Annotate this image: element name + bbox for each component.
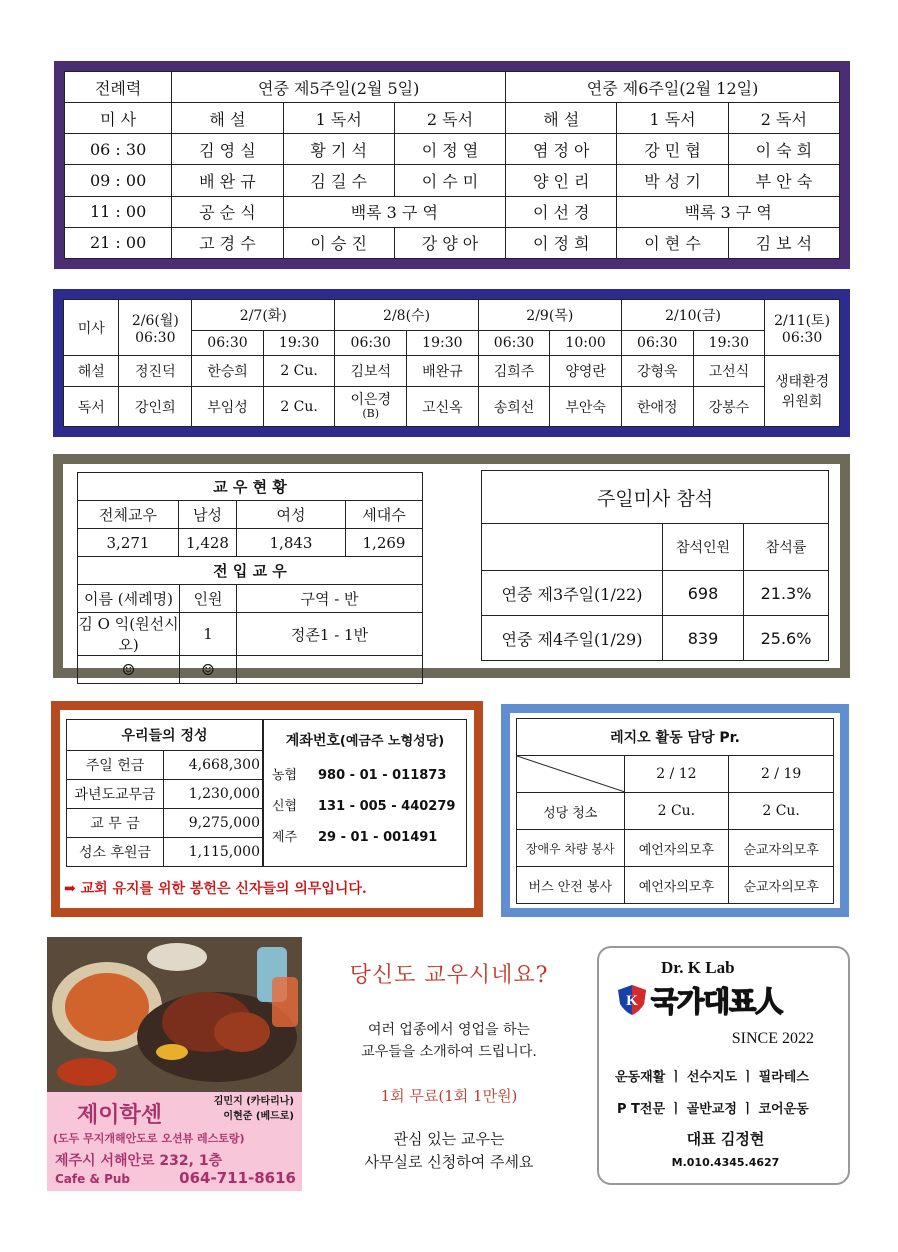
table-row — [65, 196, 840, 227]
logo-letter: K — [626, 993, 638, 1009]
account-number: 980 - 01 - 011873 — [318, 768, 447, 783]
account-number: 29 - 01 - 001491 — [318, 830, 438, 845]
cell: 이 승 진 — [283, 227, 394, 258]
day-time: 06:30 — [335, 331, 407, 356]
members-panel — [53, 454, 850, 678]
cell: 이 숙 희 — [728, 134, 839, 165]
diagonal-line — [517, 756, 625, 792]
sat-group-line1: 생태환경 — [775, 374, 830, 391]
cell: 예언자의모후 — [624, 830, 729, 867]
legio-label: 성당 청소 — [517, 793, 625, 830]
cell: 1 — [180, 613, 237, 656]
food-photo — [47, 937, 302, 1092]
members-table — [77, 472, 423, 684]
cell: 2 Cu. — [263, 387, 335, 427]
legio-panel — [501, 704, 849, 917]
cell — [237, 656, 423, 684]
attendance-label: 연중 제4주일(1/29) — [482, 616, 663, 661]
account-row — [272, 764, 466, 783]
cell: 고 경 수 — [172, 227, 283, 258]
shield-logo-icon — [617, 984, 647, 1016]
cell: 강 민 협 — [617, 134, 728, 165]
members-value: 1,843 — [237, 529, 346, 557]
day-time: 06:30 — [621, 331, 693, 356]
table-row — [65, 165, 840, 196]
account-row — [272, 826, 466, 845]
cell: 강인희 — [119, 387, 192, 427]
accounts-title — [264, 730, 466, 750]
owners — [214, 1092, 294, 1122]
reader-name: 이은경 — [350, 391, 392, 408]
sat-time: 06:30 — [781, 329, 823, 346]
row-label-commentary: 해설 — [64, 356, 119, 387]
table-row — [482, 616, 829, 661]
members-value: 1,428 — [179, 529, 237, 557]
cell: 김 영 실 — [172, 134, 283, 165]
attendance-header: 참석률 — [744, 524, 829, 571]
weekday-mass-table — [63, 299, 840, 427]
sat-group — [765, 356, 840, 427]
row-label-reading: 독서 — [64, 387, 119, 427]
offering-amount: 1,230,000 — [164, 780, 263, 809]
cell: 백록 3 구 역 — [617, 196, 840, 227]
cell: 부안숙 — [550, 387, 622, 427]
notice-line1: 여러 업종에서 영업을 하는 — [367, 1022, 531, 1038]
offering-amount: 9,275,000 — [164, 809, 263, 838]
cell: ☺ — [180, 656, 237, 684]
members-header: 전체교우 — [78, 501, 179, 529]
attendance-header: 참석인원 — [663, 524, 744, 571]
cell: 황 기 석 — [283, 134, 394, 165]
offering-label: 교 무 금 — [67, 809, 164, 838]
cell: 이 선 경 — [506, 196, 617, 227]
day-date: 2/8(수) — [335, 300, 478, 331]
legio-date: 2 / 12 — [624, 756, 729, 793]
restaurant-info — [47, 1092, 302, 1191]
restaurant-ad — [47, 937, 302, 1191]
table-row — [64, 356, 840, 387]
owner-2: 이현준 (베드로) — [223, 1111, 294, 1122]
accounts-title-bold: 계좌번호 — [285, 733, 340, 749]
liturgy-header-week5: 연중 제5주일(2월 5일) — [172, 72, 506, 103]
cell: 부 안 숙 — [728, 165, 839, 196]
cell: 고선식 — [693, 356, 765, 387]
cell: 김 길 수 — [283, 165, 394, 196]
transfer-title: 전 입 교 우 — [78, 557, 423, 585]
offering-label: 과년도교무금 — [67, 780, 164, 809]
cell: 한승희 — [192, 356, 264, 387]
members-value: 3,271 — [78, 529, 179, 557]
liturgy-sub: 해 설 — [506, 103, 617, 134]
cell: 정진덕 — [119, 356, 192, 387]
legio-date: 2 / 19 — [729, 756, 834, 793]
members-header: 남성 — [179, 501, 237, 529]
table-row — [64, 387, 840, 427]
table-row — [517, 830, 834, 867]
cell: ☺ — [78, 656, 180, 684]
day-time: 10:00 — [550, 331, 622, 356]
bank-name: 제주 — [272, 830, 298, 845]
mon-time: 06:30 — [135, 329, 176, 346]
liturgy-sub: 1 독서 — [617, 103, 728, 134]
mon-date: 2/6(월) — [131, 312, 179, 329]
cell: 이 수 미 — [394, 165, 505, 196]
sat-date: 2/11(토) — [774, 312, 831, 329]
liturgy-header-week6: 연중 제6주일(2월 12일) — [506, 72, 840, 103]
cell: 2 Cu. — [729, 793, 834, 830]
cell: 정존1 - 1반 — [237, 613, 423, 656]
cell: 예언자의모후 — [624, 867, 729, 904]
offering-label: 주일 헌금 — [67, 751, 164, 780]
notice-line4: 사무실로 신청하여 주세요 — [364, 1153, 534, 1171]
reader-note: (B) — [362, 406, 380, 420]
bank-name: 농협 — [272, 768, 298, 783]
offering-panel — [51, 701, 483, 917]
lab-since: SINCE 2022 — [731, 1030, 814, 1047]
offering-title: 우리들의 정성 — [67, 720, 263, 751]
day-time: 19:30 — [263, 331, 335, 356]
liturgy-sub: 1 독서 — [283, 103, 394, 134]
attendance-label: 연중 제3주일(1/22) — [482, 571, 663, 616]
members-value: 1,269 — [346, 529, 423, 557]
day-time: 19:30 — [693, 331, 765, 356]
cell: 강봉수 — [693, 387, 765, 427]
account-row — [272, 795, 466, 814]
transfer-header: 구역 - 반 — [237, 585, 423, 613]
offering-note: ➡ 교회 유지를 위한 봉헌은 신자들의 의무입니다. — [64, 881, 367, 897]
transfer-header: 인원 — [180, 585, 237, 613]
cell: 공 순 식 — [172, 196, 283, 227]
transfer-header: 이름 (세례명) — [78, 585, 180, 613]
cell: 순교자의모후 — [729, 867, 834, 904]
attendance-table — [481, 470, 829, 661]
liturgy-sub: 2 독서 — [394, 103, 505, 134]
weekday-mass-panel — [53, 289, 850, 437]
cell: 백록 3 구 역 — [283, 196, 506, 227]
restaurant-name: 제이학센 — [77, 1103, 163, 1128]
day-date: 2/9(목) — [478, 300, 621, 331]
cell: 2 Cu. — [263, 356, 335, 387]
lab-top: Dr. K Lab — [661, 958, 735, 977]
cell: 양영란 — [550, 356, 622, 387]
mon-cell — [119, 300, 192, 356]
cell: 강형욱 — [621, 356, 693, 387]
day-date: 2/7(화) — [192, 300, 335, 331]
mass-time: 06 : 30 — [65, 134, 172, 165]
members-title: 교 우 현 황 — [78, 473, 423, 501]
members-header: 세대수 — [346, 501, 423, 529]
offering-amount: 1,115,000 — [164, 838, 263, 867]
row-label-mass: 미사 — [64, 300, 119, 356]
sat-cell — [765, 300, 840, 356]
cell: 김 보 석 — [728, 227, 839, 258]
lab-rep: 대표 김정현 — [686, 1130, 765, 1148]
accounts-title-rest: (예금주 노형성당) — [339, 734, 445, 749]
drklab-ad — [597, 946, 850, 1185]
restaurant-phone: 064-711-8616 — [179, 1169, 296, 1187]
offering-table — [66, 719, 263, 867]
lab-services-1: 운동재활 ㅣ 선수지도 ㅣ 필라테스 — [615, 1070, 809, 1085]
restaurant-address: 제주시 서해안로 232, 1층 — [55, 1153, 223, 1169]
mass-time: 09 : 00 — [65, 165, 172, 196]
attendance-count: 839 — [663, 616, 744, 661]
table-row — [78, 656, 423, 684]
table-row — [67, 780, 263, 809]
offering-amount: 4,668,300 — [164, 751, 263, 780]
table-row — [517, 867, 834, 904]
cell: 배완규 — [407, 356, 479, 387]
lab-phone: M.010.4345.4627 — [671, 1156, 780, 1169]
mass-time: 11 : 00 — [65, 196, 172, 227]
cell: 박 성 기 — [617, 165, 728, 196]
offering-label: 성소 후원금 — [67, 838, 164, 867]
bank-accounts — [263, 719, 467, 867]
attendance-title: 주일미사 참석 — [482, 471, 829, 524]
cell: 김보석 — [335, 356, 407, 387]
members-header: 여성 — [237, 501, 346, 529]
table-row — [67, 751, 263, 780]
account-number: 131 - 005 - 440279 — [318, 799, 456, 814]
day-time: 19:30 — [407, 331, 479, 356]
lab-brand: 국가대표人 — [651, 985, 783, 1018]
lab-services-2: P T전문 ㅣ 골반교정 ㅣ 코어운동 — [617, 1102, 809, 1117]
day-time: 06:30 — [192, 331, 264, 356]
cell: 2 Cu. — [624, 793, 729, 830]
cell: 한애정 — [621, 387, 693, 427]
restaurant-type: Cafe & Pub — [55, 1172, 131, 1186]
day-date: 2/10(금) — [621, 300, 764, 331]
cell: 이 현 수 — [617, 227, 728, 258]
attendance-rate: 21.3% — [744, 571, 829, 616]
cell: 이 정 희 — [506, 227, 617, 258]
sat-group-line2: 위원회 — [781, 394, 823, 411]
bank-name: 신협 — [272, 799, 298, 814]
liturgy-header-calendar: 전례력 — [65, 72, 172, 103]
cell: 김 O 익(원선시오) — [78, 613, 180, 656]
table-row — [67, 809, 263, 838]
mass-time: 21 : 00 — [65, 227, 172, 258]
day-time: 06:30 — [478, 331, 550, 356]
cell: 부임성 — [192, 387, 264, 427]
notice-offer: 1회 무료(1회 1만원) — [380, 1087, 518, 1105]
cell: 염 정 아 — [506, 134, 617, 165]
cell: 김희주 — [478, 356, 550, 387]
table-row — [482, 571, 829, 616]
attendance-rate: 25.6% — [744, 616, 829, 661]
cell: 순교자의모후 — [729, 830, 834, 867]
sunday-liturgy-panel — [54, 61, 850, 269]
legio-title: 레지오 활동 담당 Pr. — [517, 719, 834, 756]
liturgy-sub: 2 독서 — [728, 103, 839, 134]
attendance-count: 698 — [663, 571, 744, 616]
attendance-blank — [482, 524, 663, 571]
legio-diagonal-cell — [517, 756, 625, 793]
notice-line3: 관심 있는 교우는 — [393, 1130, 505, 1148]
table-row — [67, 838, 263, 867]
cell — [335, 387, 407, 427]
legio-label: 장애우 차량 봉사 — [517, 830, 625, 867]
owner-1: 김민지 (카타리나) — [213, 1096, 294, 1107]
cell: 고신옥 — [407, 387, 479, 427]
notice-line2: 교우들을 소개하여 드립니다. — [361, 1044, 537, 1060]
cell: 강 양 아 — [394, 227, 505, 258]
liturgy-sub-mass: 미 사 — [65, 103, 172, 134]
legio-table — [516, 718, 834, 904]
table-row — [65, 134, 840, 165]
sunday-liturgy-table — [64, 71, 840, 259]
table-row — [517, 793, 834, 830]
table-row — [65, 227, 840, 258]
table-row — [78, 613, 423, 656]
notice-headline: 당신도 교우시네요? — [349, 963, 549, 988]
liturgy-sub: 해 설 — [172, 103, 283, 134]
cell: 이 정 열 — [394, 134, 505, 165]
legio-label: 버스 안전 봉사 — [517, 867, 625, 904]
cell: 양 인 리 — [506, 165, 617, 196]
member-business-notice — [318, 950, 580, 1180]
cell: 배 완 규 — [172, 165, 283, 196]
cell: 송희선 — [478, 387, 550, 427]
restaurant-desc: (도두 무지개해안도로 오션뷰 레스토랑) — [53, 1132, 245, 1145]
